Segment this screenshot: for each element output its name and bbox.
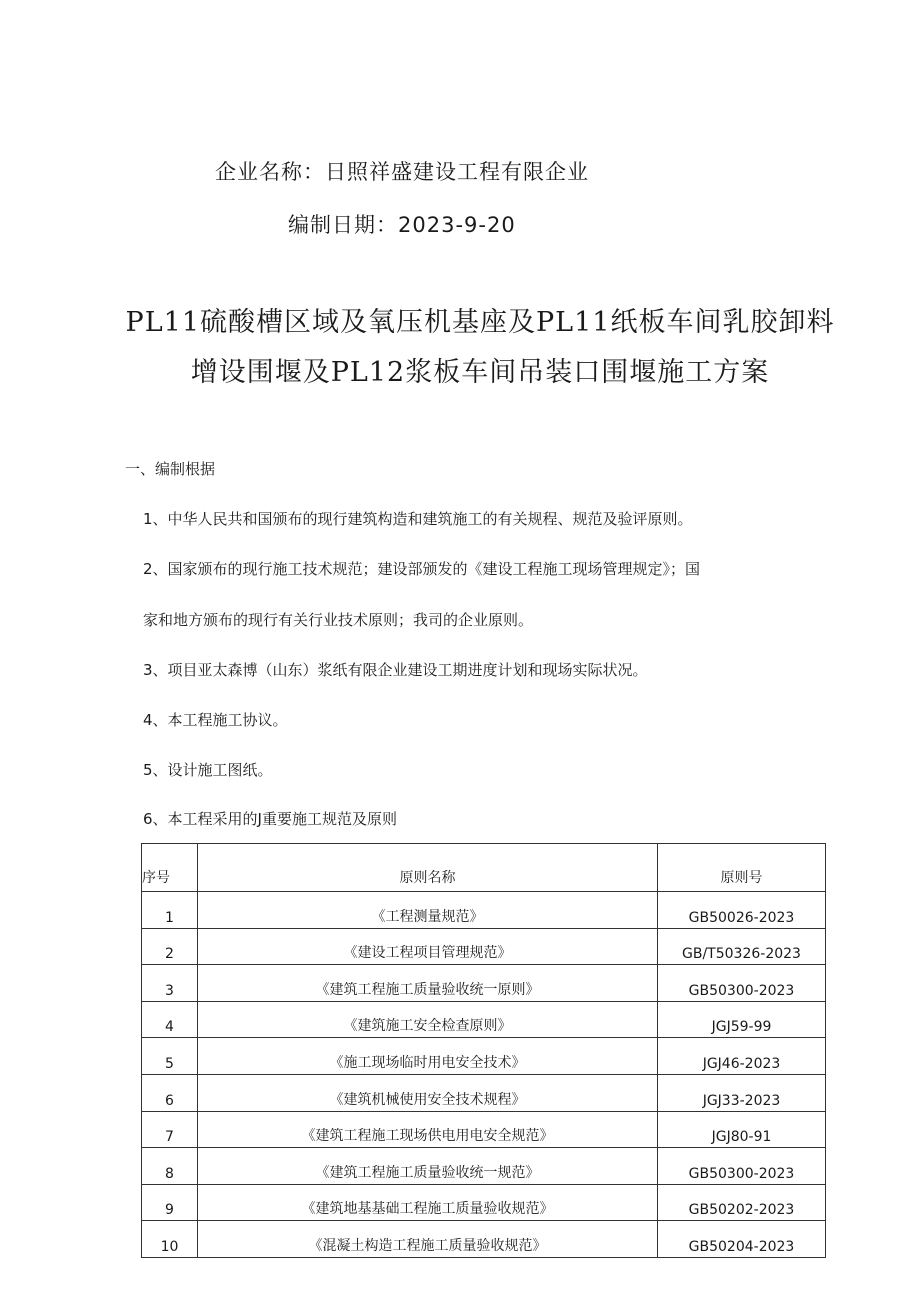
table-row [142, 892, 826, 929]
row-standard-name: 《工程测量规范》 [198, 892, 658, 929]
row-standard-code: GB50300-2023 [658, 1148, 826, 1185]
table-row [142, 1184, 826, 1221]
table-row [142, 965, 826, 1002]
row-standard-code: JGJ59-99 [658, 1001, 826, 1038]
section-heading: 一、编制根据 [125, 460, 216, 478]
row-no: 2 [142, 928, 198, 965]
basis-item-4: 4、本工程施工协议。 [143, 711, 288, 729]
basis-item-5: 5、设计施工图纸。 [143, 761, 273, 779]
standards-table [141, 843, 826, 1258]
row-standard-name: 《建筑机械使用安全技术规程》 [198, 1074, 658, 1111]
row-standard-code: JGJ46-2023 [658, 1038, 826, 1075]
row-standard-name: 《建设工程项目管理规范》 [198, 928, 658, 965]
row-standard-name: 《建筑地基基础工程施工质量验收规范》 [198, 1184, 658, 1221]
row-no: 6 [142, 1074, 198, 1111]
row-no: 1 [142, 892, 198, 929]
table-header-row [142, 844, 826, 892]
row-standard-code: GB50204-2023 [658, 1221, 826, 1258]
row-no: 7 [142, 1111, 198, 1148]
document-title-line-1: PL11硫酸槽区域及氧压机基座及PL11纸板车间乳胶卸料 [125, 307, 835, 338]
row-standard-name: 《施工现场临时用电安全技术》 [198, 1038, 658, 1075]
row-standard-code: GB50026-2023 [658, 892, 826, 929]
header-standard-name: 原则名称 [198, 844, 658, 892]
row-no: 8 [142, 1148, 198, 1185]
row-standard-name: 《混凝土构造工程施工质量验收规范》 [198, 1221, 658, 1258]
table-row [142, 1148, 826, 1185]
table-row [142, 1074, 826, 1111]
basis-item-2: 2、国家颁布的现行施工技术规范；建设部颁发的《建设工程施工现场管理规定》；国 [143, 560, 701, 578]
header-no: 序号 [142, 844, 198, 892]
row-standard-name: 《建筑工程施工质量验收统一规范》 [198, 1148, 658, 1185]
row-no: 4 [142, 1001, 198, 1038]
row-standard-code: GB50202-2023 [658, 1184, 826, 1221]
row-standard-name: 《建筑工程施工现场供电用电安全规范》 [198, 1111, 658, 1148]
basis-item-3: 3、项目亚太森博（山东）浆纸有限企业建设工期进度计划和现场实际状况。 [143, 661, 648, 679]
row-no: 9 [142, 1184, 198, 1221]
row-no: 3 [142, 965, 198, 1002]
compile-date: 编制日期：2023-9-20 [288, 213, 516, 237]
basis-item-6: 6、本工程采用的J重要施工规范及原则 [143, 810, 397, 828]
basis-item-1: 1、中华人民共和国颁布的现行建筑构造和建筑施工的有关规程、规范及验评原则。 [143, 510, 693, 528]
table-row [142, 928, 826, 965]
table-row [142, 1111, 826, 1148]
header-standard-code: 原则号 [658, 844, 826, 892]
row-standard-code: GB/T50326-2023 [658, 928, 826, 965]
table-row [142, 1221, 826, 1258]
row-standard-code: JGJ33-2023 [658, 1074, 826, 1111]
row-standard-code: JGJ80-91 [658, 1111, 826, 1148]
document-title-line-2: 增设围堰及PL12浆板车间吊装口围堰施工方案 [190, 357, 770, 388]
row-standard-code: GB50300-2023 [658, 965, 826, 1002]
row-standard-name: 《建筑工程施工质量验收统一原则》 [198, 965, 658, 1002]
row-standard-name: 《建筑施工安全检查原则》 [198, 1001, 658, 1038]
table-row [142, 1001, 826, 1038]
basis-item-2-continued: 家和地方颁布的现行有关行业技术原则；我司的企业原则。 [143, 611, 534, 629]
row-no: 5 [142, 1038, 198, 1075]
company-name: 企业名称：日照祥盛建设工程有限企业 [215, 160, 589, 184]
row-no: 10 [142, 1221, 198, 1258]
table-row [142, 1038, 826, 1075]
